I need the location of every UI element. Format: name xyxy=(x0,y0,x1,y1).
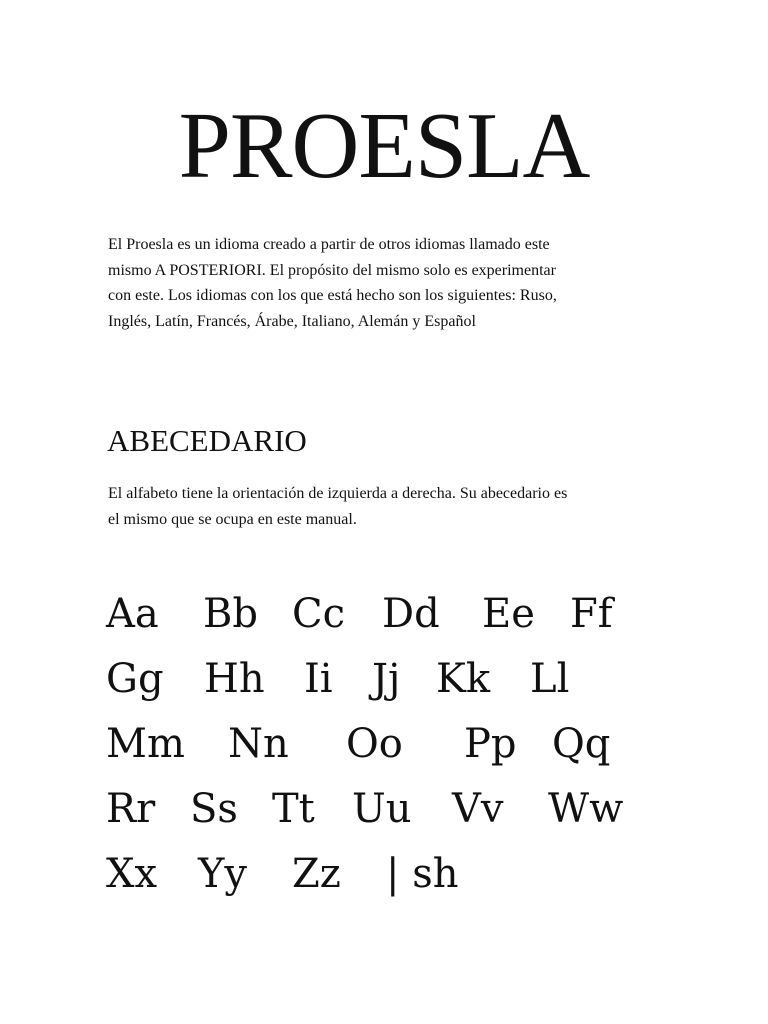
alphabet-grid xyxy=(106,582,706,907)
alphabet-row xyxy=(106,582,706,647)
alphabet-letter-pair: Hh xyxy=(204,656,265,702)
alphabet-letter-pair: Rr xyxy=(106,786,156,832)
intro-paragraph xyxy=(108,232,668,334)
alphabet-description-line: el mismo que se ocupa en este manual. xyxy=(108,510,357,528)
alphabet-letter-pair: Kk xyxy=(436,656,491,702)
section-heading-abecedario: ABECEDARIO xyxy=(107,423,307,458)
alphabet-letter-pair: Aa xyxy=(106,591,159,637)
alphabet-letter-pair: Xx xyxy=(106,851,158,897)
intro-line: con este. Los idiomas con los que está hecho son los siguientes: Ruso, xyxy=(108,287,557,304)
alphabet-letter-pair: Pp xyxy=(464,721,517,767)
alphabet-letter-pair: Dd xyxy=(382,591,440,637)
alphabet-row xyxy=(106,712,706,777)
alphabet-letter-pair: Yy xyxy=(198,851,248,897)
alphabet-letter-pair: Cc xyxy=(292,591,346,637)
alphabet-letter-pair: Qq xyxy=(552,721,611,767)
intro-line: mismo A POSTERIORI. El propósito del mismo solo es experimentar xyxy=(108,261,556,279)
alphabet-letter-pair: Nn xyxy=(228,721,289,767)
alphabet-letter-pair: Mm xyxy=(106,721,185,767)
alphabet-letter-pair: Tt xyxy=(272,786,315,832)
alphabet-letter-pair: Oo xyxy=(346,721,403,767)
alphabet-letter-pair: Zz xyxy=(292,851,341,897)
alphabet-row xyxy=(106,842,706,907)
alphabet-letter-pair: Ee xyxy=(482,591,535,637)
alphabet-letter-pair: Gg xyxy=(106,656,164,702)
alphabet-letter-pair: Jj xyxy=(372,656,401,702)
alphabet-letter-pair: Bb xyxy=(203,591,258,637)
alphabet-letter-pair: Vv xyxy=(452,786,504,832)
alphabet-row xyxy=(106,647,706,712)
alphabet-letter-pair: Ss xyxy=(190,786,238,832)
alphabet-letter-pair: Ff xyxy=(570,591,613,637)
alphabet-letter-pair: Ww xyxy=(548,786,624,832)
alphabet-row xyxy=(106,777,706,842)
alphabet-letter-pair: | sh xyxy=(386,851,459,897)
intro-line: El Proesla es un idioma creado a partir de otros idiomas llamado este xyxy=(108,236,550,253)
alphabet-letter-pair: Ii xyxy=(304,656,333,702)
intro-line: Inglés, Latín, Francés, Árabe, Italiano, Alemán y Español xyxy=(108,312,476,330)
alphabet-letter-pair: Ll xyxy=(530,656,570,702)
alphabet-letter-pair: Uu xyxy=(352,786,412,832)
alphabet-description-line: El alfabeto tiene la orientación de izquierda a derecha. Su abecedario es xyxy=(108,485,568,502)
page-title: PROESLA xyxy=(178,94,590,198)
alphabet-description xyxy=(108,481,668,532)
